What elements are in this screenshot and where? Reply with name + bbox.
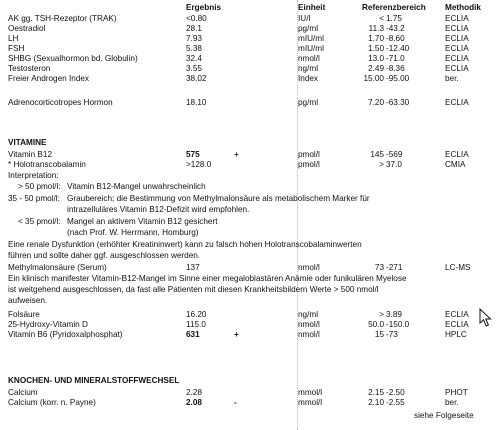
test-name: Testosteron <box>8 64 51 73</box>
test-result: 28.1 <box>186 24 202 33</box>
ref-low: < <box>379 14 384 23</box>
result-flag: + <box>234 330 239 339</box>
test-method: ber. <box>445 398 459 407</box>
test-method: ECLIA <box>445 14 469 23</box>
test-method: ECLIA <box>445 54 469 63</box>
test-method: HPLC <box>445 330 467 339</box>
interpretation-threshold: < 35 pmol/l: <box>18 217 61 226</box>
ref-high: -2.55 <box>386 398 405 407</box>
header-unit: Einheit <box>298 3 326 12</box>
test-result: 631 <box>186 330 200 339</box>
ref-high: -271 <box>386 263 403 272</box>
ref-high: -12.40 <box>386 44 410 53</box>
test-name: Methylmalonsäure (Serum) <box>8 263 107 272</box>
result-row <box>0 320 500 330</box>
test-result: 7.93 <box>186 34 202 43</box>
ref-high: -63.30 <box>386 98 410 107</box>
ref-low: 2.10 <box>368 398 384 407</box>
test-name: Oestradiol <box>8 24 46 33</box>
result-row <box>0 64 500 74</box>
test-unit: ng/ml <box>298 310 319 319</box>
test-result: 18.10 <box>186 98 207 107</box>
header-reference: Referenzbereich <box>362 3 426 12</box>
result-row <box>0 34 500 44</box>
test-name: Adrenocorticotropes Hormon <box>8 98 113 107</box>
ref-high: -8.60 <box>386 34 405 43</box>
test-result: 5.38 <box>186 44 202 53</box>
test-unit: IU/l <box>298 14 311 23</box>
result-flag: - <box>234 398 237 407</box>
test-method: LC-MS <box>445 263 471 272</box>
test-name: 25-Hydroxy-Vitamin D <box>8 320 88 329</box>
ref-low: 73 <box>374 263 384 272</box>
test-unit: pmol/l <box>298 150 320 159</box>
test-unit: mmol/l <box>298 388 323 397</box>
result-row <box>0 160 500 170</box>
test-method: ECLIA <box>445 44 469 53</box>
test-method: ber. <box>445 74 459 83</box>
test-method: ECLIA <box>445 320 469 329</box>
section-title-vitamine: VITAMINE <box>8 138 47 147</box>
test-result: 2.08 <box>186 398 202 407</box>
test-result: 3.55 <box>186 64 202 73</box>
test-method: CMIA <box>445 160 466 169</box>
ref-low: 13.0 <box>368 54 384 63</box>
ref-low: 50.0 <box>368 320 384 329</box>
test-method: ECLIA <box>445 34 469 43</box>
result-row <box>0 98 500 108</box>
test-name: Vitamin B12 <box>8 150 52 159</box>
test-unit: ng/ml <box>298 64 319 73</box>
ref-high: -71.0 <box>386 54 405 63</box>
interpretation-threshold: > 50 pmol/l: <box>18 182 61 191</box>
note-text: ist weitgehend ausgeschlossen, da fast alle Patienten mit diesen Krankheitsbildern Werte > 500 nmol/l <box>8 285 379 294</box>
ref-high: 3.89 <box>386 310 402 319</box>
header-result: Ergebnis <box>186 3 222 12</box>
interpretation-text: Vitamin B12-Mangel unwahrscheinlich <box>67 182 206 191</box>
test-unit: Index <box>298 74 319 83</box>
result-row <box>0 54 500 64</box>
test-result: 2.28 <box>186 388 202 397</box>
test-unit: mIU/ml <box>298 44 324 53</box>
test-unit: mmol/l <box>298 398 323 407</box>
test-unit: nmol/l <box>298 54 320 63</box>
header-method: Methodik <box>445 3 481 12</box>
ref-high: -95.00 <box>386 74 410 83</box>
result-row <box>0 263 500 273</box>
note-text: Ein klinisch manifester Vitamin-B12-Mangel im Sinne einer megaloblastären Anämie oder funikulären Myelose <box>8 274 407 283</box>
test-name: Calcium (korr. n. Payne) <box>8 398 96 407</box>
ref-low: 15 <box>374 330 384 339</box>
test-result: <0.80 <box>186 14 207 23</box>
test-name: Vitamin B6 (Pyridoxalphosphat) <box>8 330 123 339</box>
test-method: ECLIA <box>445 98 469 107</box>
ref-low: 11.3 <box>368 24 384 33</box>
mouse-pointer-icon <box>479 308 493 330</box>
test-unit: pmol/l <box>298 160 320 169</box>
result-row <box>0 74 500 84</box>
test-unit: nmol/l <box>298 320 320 329</box>
result-row <box>0 330 500 340</box>
continued-footer: siehe Folgeseite <box>414 411 474 420</box>
ref-low: > <box>379 310 384 319</box>
test-method: ECLIA <box>445 24 469 33</box>
ref-high: -150.0 <box>386 320 410 329</box>
result-row <box>0 14 500 24</box>
interpretation-text: intrazelluläres Vitamin B12-Defizit wird empfohlen. <box>67 205 250 214</box>
test-name: AK gg. TSH-Rezeptor (TRAK) <box>8 14 117 23</box>
test-result: 32.4 <box>186 54 202 63</box>
interpretation-threshold: 35 - 50 pmol/l: <box>8 194 60 203</box>
test-result: 115.0 <box>186 320 206 329</box>
test-method: ECLIA <box>445 150 469 159</box>
test-name: SHBG (Sexualhormon bd. Globulin) <box>8 54 138 63</box>
result-flag: + <box>234 150 239 159</box>
interpretation-text: Graubereich; die Bestimmung von Methylmalonsäure als metabolischem Marker für <box>67 194 370 203</box>
ref-high: -2.50 <box>386 388 405 397</box>
test-unit: pg/ml <box>298 24 319 33</box>
test-method: ECLIA <box>445 64 469 73</box>
ref-high: 1.75 <box>386 14 402 23</box>
test-name: Folsäure <box>8 310 40 319</box>
ref-high: 37.0 <box>386 160 402 169</box>
result-row <box>0 398 500 408</box>
test-result: 137 <box>186 263 200 272</box>
test-name: LH <box>8 34 19 43</box>
section-title-knochen: KNOCHEN- UND MINERALSTOFFWECHSEL <box>8 376 180 385</box>
ref-low: > <box>379 160 384 169</box>
ref-low: 15.00 <box>363 74 384 83</box>
interpretation-text: (nach Prof. W. Herrmann, Homburg) <box>67 228 199 237</box>
test-result: 38.02 <box>186 74 207 83</box>
test-name: Freier Androgen Index <box>8 74 90 83</box>
test-unit: nmol/l <box>298 263 320 272</box>
ref-high: -43.2 <box>386 24 405 33</box>
result-row <box>0 44 500 54</box>
ref-high: -73 <box>386 330 398 339</box>
test-name: FSH <box>8 44 25 53</box>
test-unit: nmol/l <box>298 330 320 339</box>
ref-low: 7.20 <box>368 98 384 107</box>
ref-high: -8.36 <box>386 64 405 73</box>
test-unit: pg/ml <box>298 98 319 107</box>
ref-high: -569 <box>386 150 403 159</box>
test-result: 575 <box>186 150 200 159</box>
result-row <box>0 150 500 160</box>
note-text: aufweisen. <box>8 296 48 305</box>
interpretation-text: Mangel an aktivem Vitamin B12 gesichert <box>67 217 218 226</box>
test-name: * Holotranscobalamin <box>8 160 86 169</box>
test-unit: mIU/ml <box>298 34 324 43</box>
result-row <box>0 388 500 398</box>
ref-low: 1.50 <box>368 44 384 53</box>
result-row <box>0 24 500 34</box>
note-text: führen und sollte daher ggf. ausgeschlossen werden. <box>8 251 201 260</box>
interpretation-title: Interpretation: <box>8 171 59 180</box>
test-method: PHOT <box>445 388 468 397</box>
note-text: Eine renale Dysfunktion (erhöhter Kreatininwert) kann zu falsch hohen Holotranscobalaminwerten <box>8 240 362 249</box>
test-result: >128.0 <box>186 160 212 169</box>
ref-low: 2.49 <box>368 64 384 73</box>
test-method: ECLIA <box>445 310 469 319</box>
ref-low: 2.15 <box>368 388 384 397</box>
test-result: 16.20 <box>186 310 207 319</box>
ref-low: 145 <box>370 150 384 159</box>
ref-low: 1.70 <box>368 34 384 43</box>
test-name: Calcium <box>8 388 38 397</box>
result-row <box>0 310 500 320</box>
